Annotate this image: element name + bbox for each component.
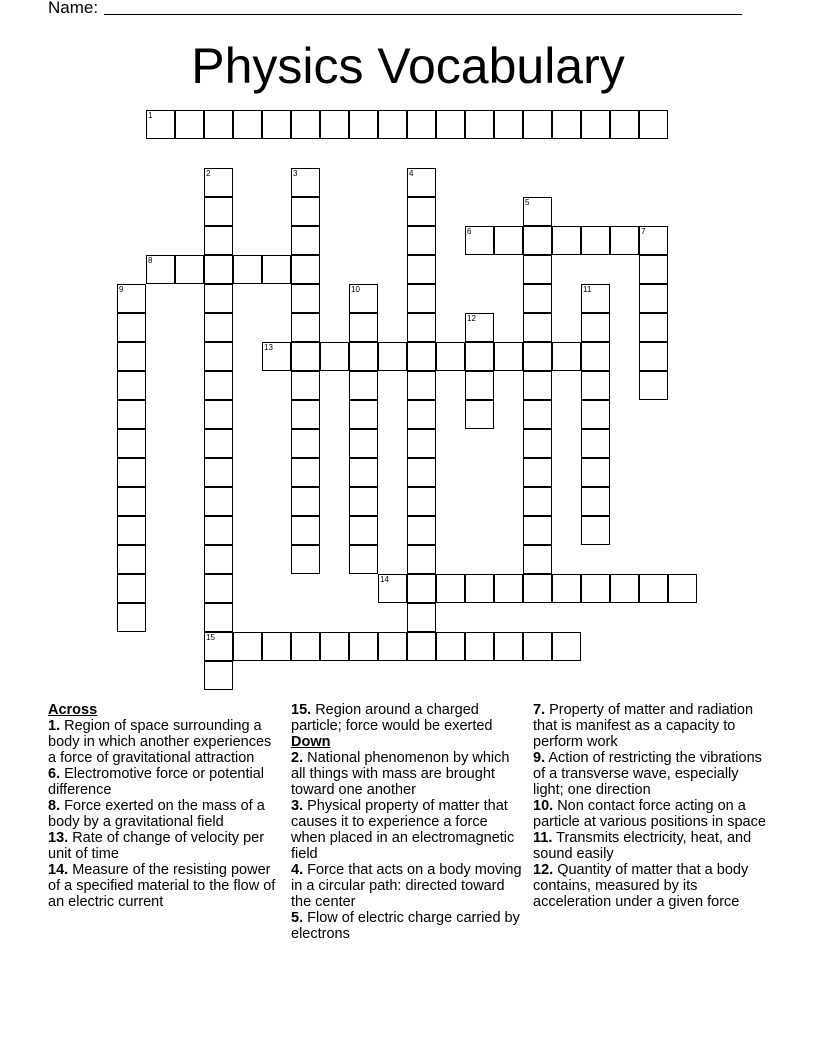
crossword-cell[interactable] (349, 632, 378, 661)
crossword-cell[interactable] (291, 632, 320, 661)
crossword-cell[interactable] (117, 516, 146, 545)
down-clues-list (291, 750, 523, 942)
page-title: Physics Vocabulary (191, 38, 625, 94)
crossword-cell[interactable] (494, 110, 523, 139)
crossword-cell[interactable] (378, 110, 407, 139)
crossword-cell[interactable] (523, 255, 552, 284)
crossword-cell[interactable] (407, 255, 436, 284)
crossword-cell[interactable] (175, 110, 204, 139)
clue-number: 11 (583, 285, 592, 294)
crossword-cell[interactable] (639, 342, 668, 371)
crossword-cell[interactable] (204, 603, 233, 632)
crossword-cell[interactable] (233, 110, 262, 139)
crossword-cell[interactable] (262, 255, 291, 284)
clue-item (48, 862, 280, 910)
crossword-cell[interactable] (523, 226, 552, 255)
clue-item (533, 830, 769, 862)
across-clues-continued (291, 702, 523, 734)
clue-item-number: 5. (291, 910, 304, 926)
crossword-cell[interactable] (349, 313, 378, 342)
crossword-cell[interactable] (523, 632, 552, 661)
clue-number: 4 (409, 169, 414, 178)
crossword-cell[interactable] (523, 342, 552, 371)
clue-item-number: 12. (533, 862, 554, 878)
crossword-cell[interactable] (581, 487, 610, 516)
clue-item-text: Electromotive force or potential difference (48, 766, 264, 798)
crossword-cell[interactable] (523, 545, 552, 574)
crossword-cell[interactable] (378, 342, 407, 371)
crossword-cell[interactable] (407, 603, 436, 632)
crossword-cell[interactable] (204, 487, 233, 516)
clue-number: 1 (148, 111, 153, 120)
crossword-cell[interactable] (494, 342, 523, 371)
crossword-cell[interactable] (204, 458, 233, 487)
clue-item-text: Action of restricting the vibrations of a transverse wave, especially light; one direction (533, 750, 762, 798)
crossword-cell[interactable] (117, 487, 146, 516)
crossword-cell[interactable] (639, 313, 668, 342)
crossword-cell[interactable] (117, 313, 146, 342)
clue-item (533, 798, 769, 830)
crossword-cell[interactable] (639, 371, 668, 400)
clue-item-number: 7. (533, 702, 546, 718)
crossword-cell[interactable] (407, 400, 436, 429)
crossword-cell[interactable] (552, 110, 581, 139)
crossword-cell[interactable] (291, 110, 320, 139)
crossword-cell[interactable] (349, 487, 378, 516)
crossword-cell[interactable] (436, 342, 465, 371)
clue-item-text: Physical property of matter that causes it to experience a force when placed in an electromagnetic field (291, 798, 515, 862)
crossword-cell[interactable] (581, 429, 610, 458)
crossword-cell[interactable] (610, 574, 639, 603)
clue-number: 15 (206, 633, 215, 642)
clue-number: 14 (380, 575, 389, 584)
crossword-cell[interactable] (639, 226, 668, 255)
clue-item-text: Property of matter and radiation that is manifest as a capacity to perform work (533, 702, 754, 750)
clue-item-text: Region of space surrounding a body in which another experiences a force of gravitational attraction (48, 718, 272, 766)
clue-item-text: Force that acts on a body moving in a circular path: directed toward the center (291, 862, 522, 910)
crossword-cell[interactable] (291, 197, 320, 226)
crossword-cell[interactable] (407, 574, 436, 603)
crossword-cell[interactable] (552, 226, 581, 255)
clue-item (533, 862, 769, 910)
clue-item-text: Measure of the resisting power of a specified material to the flow of an electric current (48, 862, 276, 910)
crossword-cell[interactable] (407, 226, 436, 255)
crossword-cell[interactable] (465, 313, 494, 342)
crossword-cell[interactable] (407, 632, 436, 661)
clue-item (291, 702, 523, 734)
crossword-cell[interactable] (117, 400, 146, 429)
crossword-cell[interactable] (581, 284, 610, 313)
clue-number: 12 (467, 314, 476, 323)
crossword-cell[interactable] (407, 371, 436, 400)
down-clues-continued (533, 702, 769, 910)
crossword-cell[interactable] (523, 313, 552, 342)
crossword-cell[interactable] (291, 545, 320, 574)
crossword-cell[interactable] (407, 545, 436, 574)
crossword-cell[interactable] (378, 574, 407, 603)
clue-item-text: Rate of change of velocity per unit of time (48, 830, 265, 862)
crossword-cell[interactable] (523, 429, 552, 458)
crossword-cell[interactable] (291, 255, 320, 284)
crossword-cell[interactable] (523, 371, 552, 400)
crossword-cell[interactable] (523, 487, 552, 516)
crossword-cell[interactable] (407, 516, 436, 545)
crossword-cell[interactable] (494, 226, 523, 255)
crossword-cell[interactable] (291, 342, 320, 371)
crossword-cell[interactable] (523, 110, 552, 139)
crossword-cell[interactable] (204, 284, 233, 313)
clue-item-number: 2. (291, 750, 304, 766)
crossword-cell[interactable] (349, 284, 378, 313)
crossword-cell[interactable] (204, 516, 233, 545)
clue-item (291, 910, 523, 942)
crossword-cell[interactable] (581, 110, 610, 139)
clue-number: 5 (525, 198, 530, 207)
clue-item-number: 8. (48, 798, 61, 814)
clue-item-number: 14. (48, 862, 69, 878)
crossword-cell[interactable] (204, 197, 233, 226)
clue-item-text: Transmits electricity, heat, and sound easily (533, 830, 752, 862)
crossword-cell[interactable] (639, 110, 668, 139)
crossword-cell[interactable] (581, 313, 610, 342)
crossword-cell[interactable] (465, 371, 494, 400)
crossword-cell[interactable] (668, 574, 697, 603)
crossword-cell[interactable] (639, 574, 668, 603)
crossword-cell[interactable] (349, 400, 378, 429)
crossword-cell[interactable] (204, 400, 233, 429)
clue-item-number: 6. (48, 766, 61, 782)
crossword-cell[interactable] (465, 574, 494, 603)
crossword-cell[interactable] (494, 574, 523, 603)
clue-item (48, 798, 280, 830)
crossword-cell[interactable] (204, 168, 233, 197)
crossword-cell[interactable] (175, 255, 204, 284)
crossword-cell[interactable] (349, 110, 378, 139)
crossword-cell[interactable] (523, 458, 552, 487)
crossword-cell[interactable] (523, 400, 552, 429)
crossword-cell[interactable] (291, 226, 320, 255)
crossword-cell[interactable] (291, 313, 320, 342)
clue-number: 8 (148, 256, 153, 265)
crossword-cell[interactable] (552, 632, 581, 661)
clue-item-text: Region around a charged particle; force would be exerted (291, 702, 493, 734)
clue-item (291, 798, 523, 862)
crossword-cell[interactable] (117, 371, 146, 400)
crossword-cell[interactable] (291, 284, 320, 313)
crossword-cell[interactable] (117, 545, 146, 574)
crossword-cell[interactable] (349, 342, 378, 371)
crossword-cell[interactable] (320, 632, 349, 661)
clue-item-text: Quantity of matter that a body contains, measured by its acceleration under a given force (533, 862, 749, 910)
crossword-cell[interactable] (204, 110, 233, 139)
clue-item (533, 750, 769, 798)
crossword-cell[interactable] (581, 458, 610, 487)
crossword-cell[interactable] (436, 632, 465, 661)
crossword-cell[interactable] (407, 313, 436, 342)
clue-number: 7 (641, 227, 646, 236)
crossword-cell[interactable] (204, 661, 233, 690)
crossword-cell[interactable] (523, 574, 552, 603)
crossword-cell[interactable] (581, 342, 610, 371)
crossword-cell[interactable] (407, 284, 436, 313)
crossword-cell[interactable] (639, 284, 668, 313)
clue-item (48, 766, 280, 798)
crossword-cell[interactable] (610, 226, 639, 255)
crossword-cell[interactable] (291, 458, 320, 487)
crossword-cell[interactable] (262, 110, 291, 139)
crossword-cell[interactable] (204, 342, 233, 371)
crossword-cell[interactable] (117, 429, 146, 458)
crossword-cell[interactable] (349, 429, 378, 458)
clues-column-3 (533, 702, 769, 910)
clue-number: 13 (264, 343, 273, 352)
crossword-cell[interactable] (581, 371, 610, 400)
crossword-cell[interactable] (117, 284, 146, 313)
crossword-cell[interactable] (407, 429, 436, 458)
crossword-cell[interactable] (523, 516, 552, 545)
crossword-cell[interactable] (552, 342, 581, 371)
crossword-cell[interactable] (407, 168, 436, 197)
crossword-cell[interactable] (465, 110, 494, 139)
crossword-cell[interactable] (291, 168, 320, 197)
clue-item-number: 9. (533, 750, 546, 766)
crossword-cell[interactable] (204, 313, 233, 342)
crossword-cell[interactable] (494, 632, 523, 661)
crossword-cell[interactable] (233, 632, 262, 661)
crossword-cell[interactable] (291, 429, 320, 458)
clue-number: 10 (351, 285, 360, 294)
crossword-cell[interactable] (639, 255, 668, 284)
crossword-cell[interactable] (204, 574, 233, 603)
crossword-cell[interactable] (349, 458, 378, 487)
clue-item (48, 830, 280, 862)
crossword-cell[interactable] (146, 255, 175, 284)
crossword-cell[interactable] (436, 574, 465, 603)
crossword-cell[interactable] (117, 458, 146, 487)
crossword-cell[interactable] (291, 400, 320, 429)
crossword-cell[interactable] (465, 632, 494, 661)
crossword-cell[interactable] (117, 342, 146, 371)
clue-item (48, 718, 280, 766)
crossword-cell[interactable] (552, 574, 581, 603)
crossword-cell[interactable] (407, 342, 436, 371)
crossword-cell[interactable] (204, 226, 233, 255)
crossword-cell[interactable] (262, 632, 291, 661)
crossword-cell[interactable] (117, 574, 146, 603)
crossword-cell[interactable] (349, 545, 378, 574)
crossword-cell[interactable] (349, 516, 378, 545)
crossword-cell[interactable] (146, 110, 175, 139)
across-heading: Across (48, 702, 98, 718)
name-label: Name: (48, 0, 99, 17)
clue-item-number: 1. (48, 718, 61, 734)
clue-number: 9 (119, 285, 124, 294)
clue-item-text: Flow of electric charge carried by electrons (291, 910, 520, 942)
crossword-cell[interactable] (523, 284, 552, 313)
crossword-cell[interactable] (407, 110, 436, 139)
crossword-cell[interactable] (320, 110, 349, 139)
clue-item (291, 750, 523, 798)
clue-item-number: 11. (533, 830, 553, 846)
crossword-cell[interactable] (204, 429, 233, 458)
clue-item (291, 862, 523, 910)
crossword-cell[interactable] (523, 197, 552, 226)
crossword-cell[interactable] (320, 342, 349, 371)
crossword-cell[interactable] (204, 255, 233, 284)
crossword-cell[interactable] (407, 487, 436, 516)
clue-item-number: 3. (291, 798, 304, 814)
clue-item (533, 702, 769, 750)
crossword-cell[interactable] (465, 342, 494, 371)
clue-item-number: 10. (533, 798, 554, 814)
clue-number: 3 (293, 169, 298, 178)
crossword-cell[interactable] (291, 516, 320, 545)
crossword-cell[interactable] (581, 226, 610, 255)
clue-number: 6 (467, 227, 472, 236)
crossword-cell[interactable] (581, 574, 610, 603)
down-heading: Down (291, 734, 331, 750)
clues-column-2 (291, 702, 523, 942)
across-clues-list (48, 718, 280, 910)
clue-number: 2 (206, 169, 211, 178)
crossword-cell[interactable] (436, 110, 465, 139)
crossword-cell[interactable] (378, 632, 407, 661)
crossword-cell[interactable] (581, 516, 610, 545)
crossword-cell[interactable] (465, 226, 494, 255)
clue-item-number: 13. (48, 830, 69, 846)
crossword-cell[interactable] (204, 371, 233, 400)
clue-item-text: Force exerted on the mass of a body by a gravitational field (48, 798, 265, 830)
crossword-cell[interactable] (465, 400, 494, 429)
crossword-cell[interactable] (581, 400, 610, 429)
clues-column-1 (48, 702, 280, 910)
crossword-cell[interactable] (204, 545, 233, 574)
crossword-cell[interactable] (233, 255, 262, 284)
clue-item-text: National phenomenon by which all things with mass are brought toward one another (291, 750, 510, 798)
crossword-cell[interactable] (117, 603, 146, 632)
crossword-cell[interactable] (407, 458, 436, 487)
clue-item-number: 4. (291, 862, 304, 878)
crossword-cell[interactable] (262, 342, 291, 371)
crossword-cell[interactable] (204, 632, 233, 661)
crossword-cell[interactable] (291, 487, 320, 516)
crossword-cell[interactable] (407, 197, 436, 226)
crossword-cell[interactable] (291, 371, 320, 400)
crossword-cell[interactable] (349, 371, 378, 400)
crossword-cell[interactable] (610, 110, 639, 139)
clue-item-number: 15. (291, 702, 312, 718)
clue-item-text: Non contact force acting on a particle at various positions in space (533, 798, 766, 830)
